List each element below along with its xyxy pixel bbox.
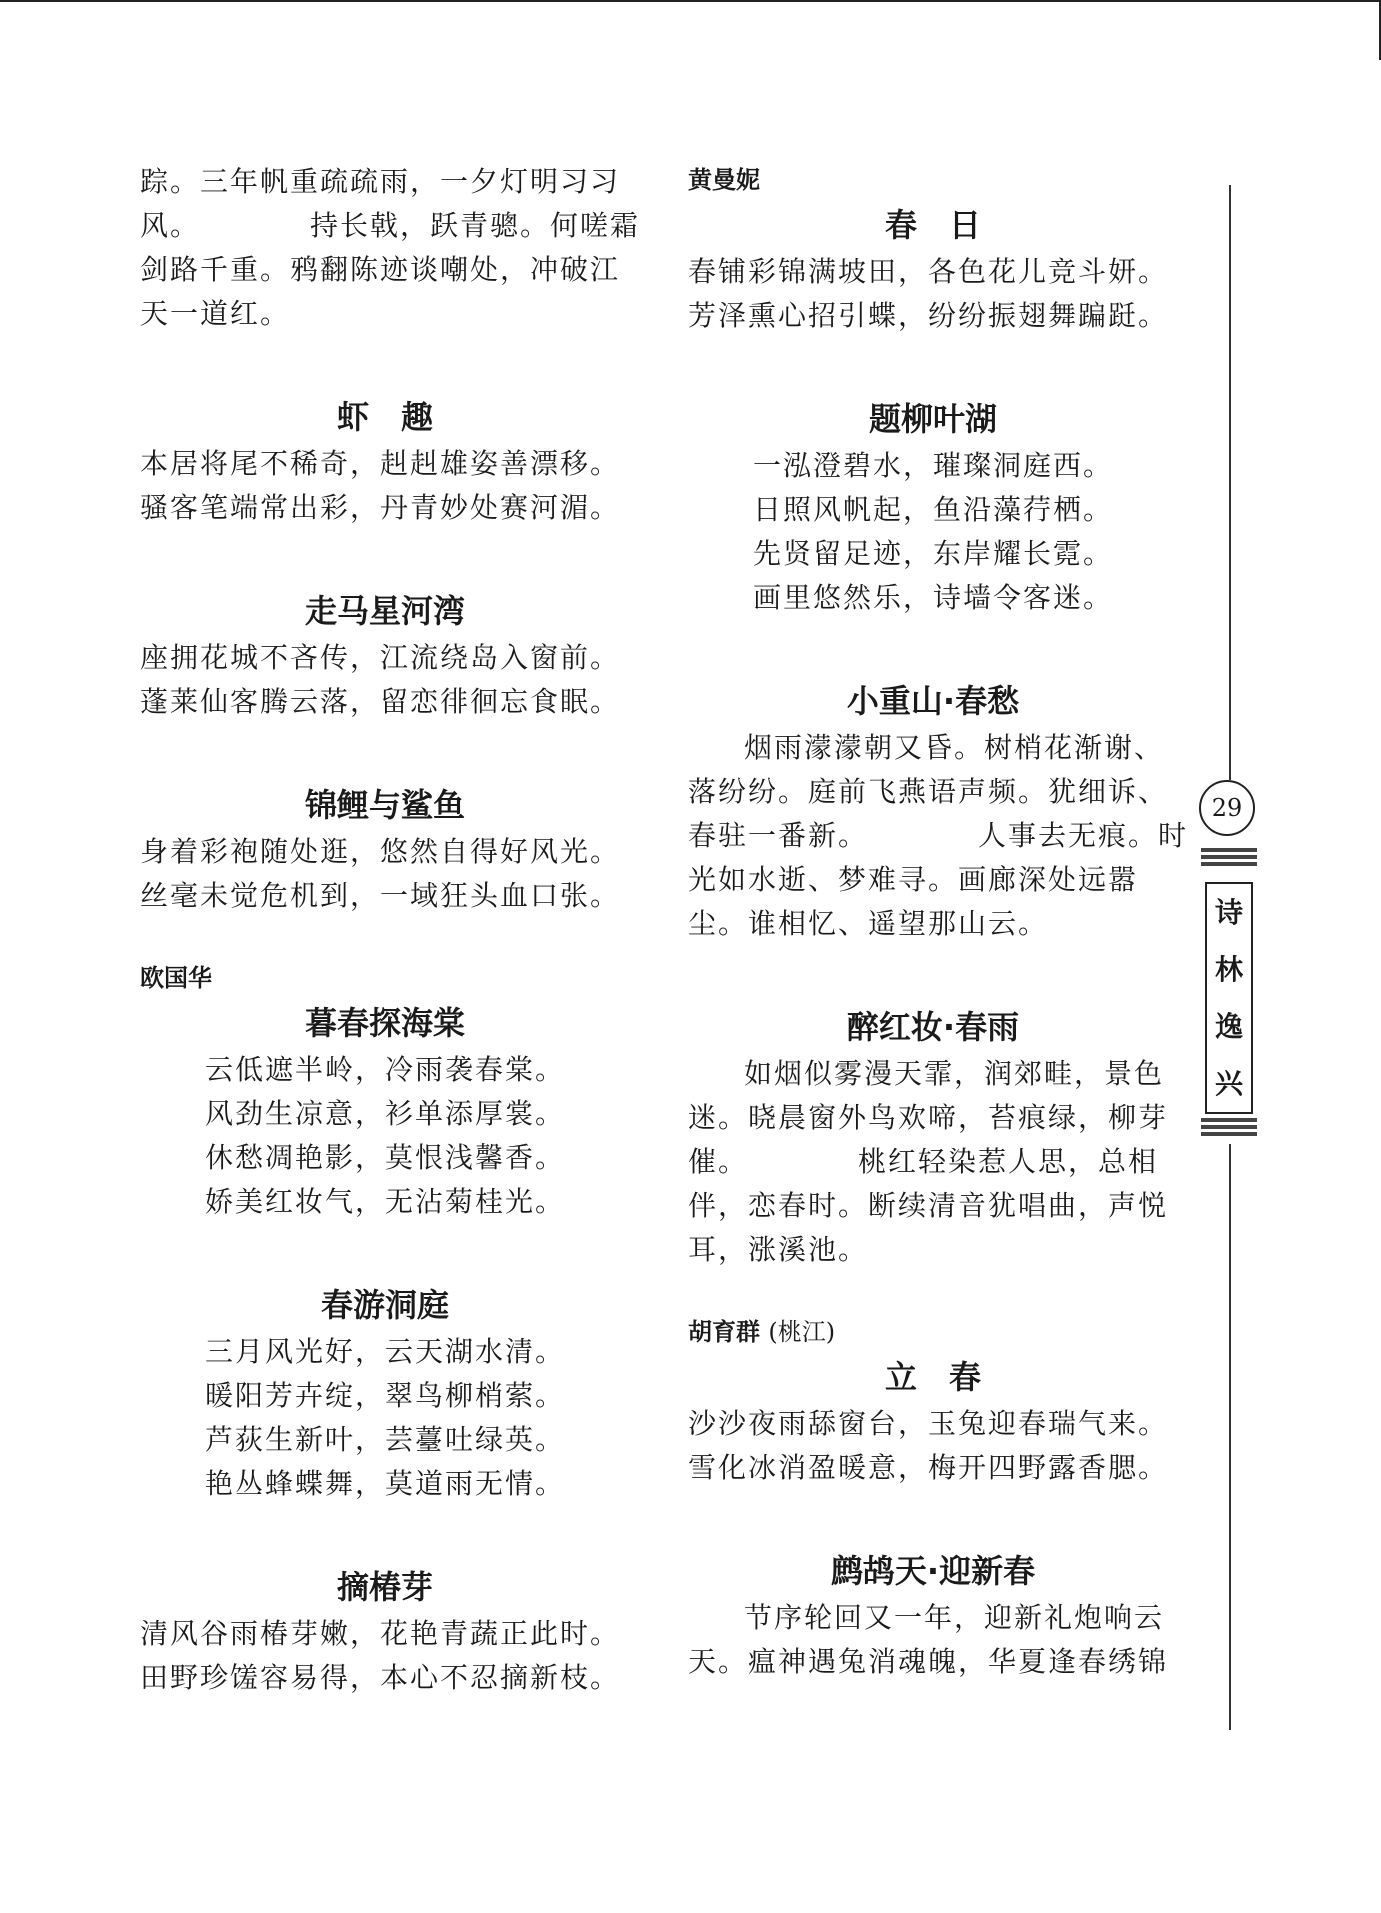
poem-line: 丝毫未觉危机到，一域狂头血口张。: [140, 879, 621, 912]
section-tab-char: 林: [1214, 953, 1243, 986]
poem-line: 伴，恋春时。断续清音犹唱曲，声悦: [688, 1189, 1169, 1222]
text-line: 天一道红。: [140, 297, 291, 330]
author-name: 欧国华: [140, 964, 212, 992]
poem-line: 耳，涨溪池。: [688, 1233, 869, 1266]
poem-line: 春铺彩锦满坡田，各色花儿竞斗妍。: [688, 255, 1169, 288]
tab-ornament-bottom: [1201, 1118, 1257, 1144]
poem-line: [688, 814, 1189, 858]
author-name-text: 胡育群: [688, 1318, 760, 1346]
poem-line: 暖阳芳卉绽，翠鸟柳梢萦。: [204, 1379, 565, 1412]
poem: [140, 586, 630, 724]
poem-line: 落纷纷。庭前飞燕语声频。犹细诉、: [688, 775, 1169, 808]
poem: [688, 394, 1178, 620]
section-tab-char: 诗: [1214, 896, 1243, 929]
poem-line: 沙沙夜雨舔窗台，玉兔迎春瑞气来。: [688, 1407, 1169, 1440]
poem: [688, 1546, 1178, 1684]
text-segment: 催。: [688, 1145, 749, 1178]
poem-line: 芳泽熏心招引蝶，纷纷振翅舞蹁跹。: [688, 299, 1169, 332]
section-tab-char: 逸: [1214, 1010, 1243, 1043]
section-tab: [1201, 848, 1257, 1144]
poem-line: 画里悠然乐，诗墙令客迷。: [752, 581, 1113, 614]
poem: [140, 392, 630, 530]
margin-rule-bottom: [1229, 1144, 1231, 1730]
section-tab-box: [1205, 882, 1253, 1114]
poem-title: 走马星河湾: [304, 592, 465, 630]
poem-title: 鹧鸪天·迎新春: [830, 1552, 1036, 1590]
poem-line: 节序轮回又一年，迎新礼炮响云: [744, 1601, 1165, 1634]
right-column: [688, 160, 1189, 1684]
poem-title: 摘椿芽: [336, 1568, 433, 1606]
poem-line: 娇美红妆气，无沾菊桂光。: [204, 1185, 565, 1218]
poem-line: [688, 1140, 1178, 1184]
poem-line: 光如水逝、梦难寻。画廊深处远嚣: [688, 863, 1139, 896]
poem: [140, 1280, 630, 1506]
poem-title: 春 日: [884, 206, 981, 244]
text-line: [140, 204, 641, 248]
top-border-line: [0, 0, 1381, 2]
poem-line: 艳丛蜂蝶舞，莫道雨无情。: [204, 1467, 565, 1500]
section-tab-char: 兴: [1214, 1067, 1243, 1100]
poem-title: 春游洞庭: [320, 1286, 449, 1324]
poem: [688, 200, 1178, 338]
poem-title: 锦鲤与鲨鱼: [304, 786, 465, 824]
poem-line: 云低遮半岭，冷雨袭春棠。: [204, 1053, 565, 1086]
poem: [140, 1562, 630, 1700]
poem-line: 座拥花城不吝传，江流绕岛入窗前。: [140, 641, 621, 674]
poem-line: 一泓澄碧水，璀璨洞庭西。: [752, 449, 1113, 482]
poem-line: 尘。谁相忆、遥望那山云。: [688, 907, 1049, 940]
page-number: 29: [1199, 780, 1255, 836]
continuation-text: [140, 160, 641, 336]
margin-rule-top: [1229, 185, 1231, 780]
text-segment: 春驻一番新。: [688, 819, 869, 852]
poem-line: 风劲生凉意，衫单添厚裳。: [204, 1097, 565, 1130]
text-segment: 持长戟，跃青骢。何嗟霜: [310, 209, 641, 242]
text-line: 踪。三年帆重疏疏雨，一夕灯明习习: [140, 165, 621, 198]
poem-title: 醉红妆·春雨: [846, 1008, 1020, 1046]
poem-line: 日照风帆起，鱼沿藻荇栖。: [752, 493, 1113, 526]
poem-line: 身着彩袍随处逛，悠然自得好风光。: [140, 835, 621, 868]
poem-line: 迷。晓晨窗外鸟欢啼，苔痕绿，柳芽: [688, 1101, 1169, 1134]
poem-line: 骚客笔端常出彩，丹青妙处赛河湄。: [140, 491, 621, 524]
poem-title: 暮春探海棠: [304, 1004, 465, 1042]
poem: [140, 998, 630, 1224]
poem-title: 题柳叶湖: [868, 400, 997, 438]
poem-line: 如烟似雾漫天霏，润郊畦，景色: [744, 1057, 1165, 1090]
text-segment: 桃红轻染惹人思，总相: [858, 1145, 1159, 1178]
poem-line: 休愁凋艳影，莫恨浅馨香。: [204, 1141, 565, 1174]
poem-line: 本居将尾不稀奇，赳赳雄姿善漂移。: [140, 447, 621, 480]
poem-line: 三月风光好，云天湖水清。: [204, 1335, 565, 1368]
poem: [688, 1002, 1178, 1272]
poem-line: 天。瘟神遇兔消魂魄，华夏逢春绣锦: [688, 1645, 1169, 1678]
poem-line: 蓬莱仙客腾云落，留恋徘徊忘食眠。: [140, 685, 621, 718]
poem-title: 立 春: [884, 1358, 981, 1396]
tab-ornament-top: [1201, 848, 1257, 874]
poem-line: 田野珍馐容易得，本心不忍摘新枝。: [140, 1661, 621, 1694]
poem-line: 烟雨濛濛朝又昏。树梢花渐谢、: [744, 731, 1165, 764]
poem-line: 芦荻生新叶，芸薹吐绿英。: [204, 1423, 565, 1456]
author-name: [688, 1312, 1178, 1352]
text-segment: 人事去无痕。时: [978, 819, 1189, 852]
poem: [140, 780, 630, 918]
poem-line: 雪化冰消盈暖意，梅开四野露香腮。: [688, 1451, 1169, 1484]
poem-title: 小重山·春愁: [846, 682, 1020, 720]
author-name: 黄曼妮: [688, 166, 760, 194]
text-segment: 风。: [140, 209, 201, 242]
left-column: [140, 160, 641, 1700]
text-line: 剑路千重。鸦翻陈迹谈嘲处，冲破江: [140, 253, 621, 286]
poem: [688, 1352, 1178, 1490]
author-location: (桃江): [768, 1318, 836, 1346]
poem-title: 虾 趣: [336, 398, 433, 436]
poem-line: 先贤留足迹，东岸耀长霓。: [752, 537, 1113, 570]
poem-line: 清风谷雨椿芽嫩，花艳青蔬正此时。: [140, 1617, 621, 1650]
poem: [688, 676, 1189, 946]
